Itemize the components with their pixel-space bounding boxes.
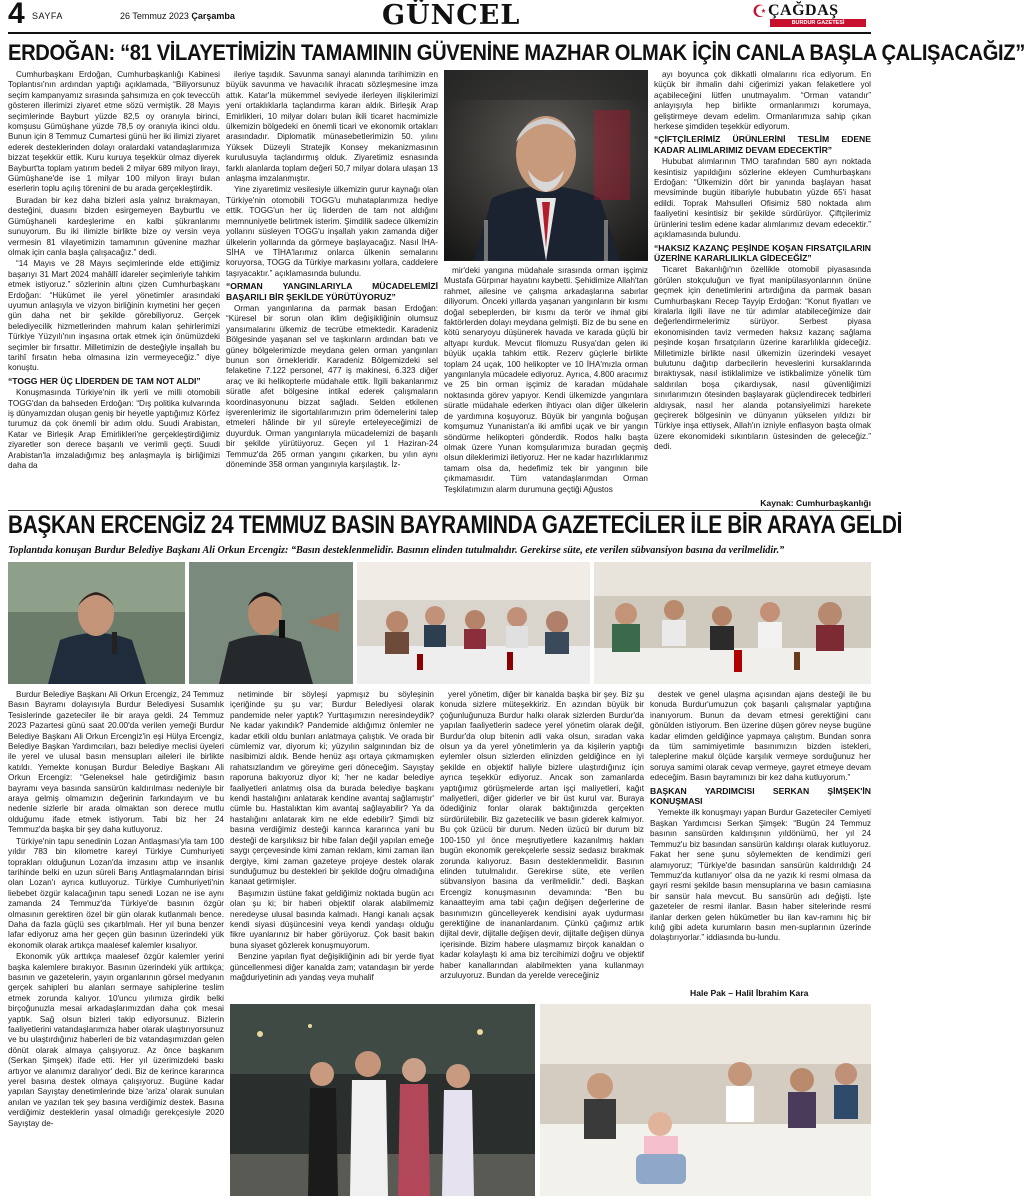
- article1-credit: Kaynak: Cumhurbaşkanlığı: [760, 498, 871, 508]
- article1-col4-lead: ayı boyunca çok dikkatli olmalarını rica ediyorum. En küçük bir ihmalin dahi ciğerimizi yakan felaketlere yol açabileceğini lütfen unutmayalım. “Orman vatandır” anlayışıyla hep birlikte ormanlarımızı korumaya, geliştirmeye devam edelim. Ormanlarımıza sahip çıkan herkese şimdiden teşekkür ediyorum.: [654, 70, 871, 132]
- article2-col1-lead: Burdur Belediye Başkanı Ali Orkun Ercengiz, 24 Temmuz Basın Bayramı dolayısıyla Burdur Belediyesi Susamlık Tesislerinde gazeteciler ile bir araya geldi. 24 Temmuz 2023 Pazartesi günü saat 20.00'da verilen yemeği Burdur Belediye Başkanı Ali Orkun Ercengiz'in eşi Hülya Ercengiz, Belediye Başkan Yardımcıları, bazı belediye meclisi üyeleri ile yerel ve ulusal basın mensupları aileleri ile birlikte katıldı. Yemekte konuşan Burdur Belediye Başkanı Ali Orkun Ercengiz: “Geleneksel hale getirdiğimiz basın bayramı veya basında sansürün kaldırılması nedeniyle bir araya gelmiş olmamızın değerinin farkındayım ve bu nedenle sizlerle bir arada olmaktan son derece mutlu olduğumu ifade etmek istiyorum. Tabi biz her 24 Temmuz'da başka bir şey daha kutluyoruz.: [8, 690, 224, 835]
- logo-subtitle: BURDUR GAZETESİ: [770, 19, 866, 27]
- page-header: [0, 0, 879, 32]
- article2-headline: BAŞKAN ERCENGİZ 24 TEMMUZ BASIN BAYRAMINDA GAZETECİLER İLE BİR ARAYA GELDİ: [8, 512, 903, 539]
- article2-credit: Hale Pak – Halil İbrahim Kara: [690, 988, 809, 998]
- article1-col4-p3: Ticaret Bakanlığı'nın özellikle otomobil piyasasında görülen stokçuluğun ve fiyat manipülasyonlarının önüne geçmek için denetimlerini artırdığına da parmak basan Cumhurbaşkanı Recep Tayyip Erdoğan: “Konut fiyatları ve kiralarla ilgili ilave ne tür adımlar atabileceğimize dair değerlendirmelerimiz sürüyor. Serbest piyasa ekonomisinden taviz vermeden haksız kazanç sağlama peşinde koşan fırsatçıların üzerine kararlılıkla gideceğiz. Milletimizle birlikte nasıl ülkemizin üzerindeki vesayet bulutunu dağıtıp darbecilerin heveslerini kursaklarında bıraktıysak, nasıl istiklalimize ve istikbalimize yönelik tüm saldırılan boşa çıkardıysak, nasıl güvenliğimizi sınırlarımızın ötesinden başlayarak güçlendirecek tedbirleri aldıysak, nasıl her alanda potansiyelimizi harekete geçirerek bölgesinin ve dünyanın yükselen yıldızı bir Türkiye inşa ettiysek, Allah'ın izniyle enflasyon başta olmak üzere ekonomideki sıkıntıların üstesinden de geleceğiz.” dedi.: [654, 265, 871, 452]
- article1-col4-subhead-1: “ÇİFTÇİLERİMİZ ÜRÜNLERİNİ TESLİM EDENE KADAR ALIMLARIMIZ DEVAM EDECEKTİR”: [654, 134, 871, 155]
- weekday-text: Çarşamba: [191, 11, 235, 21]
- article1-col2-lead: ileriye taşıdık. Savunma sanayi alanında tarihimizin en büyük savunma ve havacılık ihracatı sözleşmesine imza attık. Katar'la mükemmel seviyede ilerleyen ilişkilerimizi yeni ortaklıklarla taçlandırma kararı aldık. Birleşik Arap Emirlikleri, 10 milyar doları bulan ikili ticaret hacmimizle ülkemizin bölgedeki en önemli ticari ve ekonomik ortakları arasındadır. Diplomatik münasebetlerimizin 50. yılını Yüksek Düzeyli Stratejik Konsey mekanizmasının kurulusuyla taçlandırmış olduk. Ziyaretimiz esnasında farklı alanlarda toplam değeri 50,7 milyar dolara ulaşan 13 anlaşma imzalanmıştır.: [226, 70, 438, 184]
- article1-col4-subhead-2: “HAKSIZ KAZANÇ PEŞİNDE KOŞAN FIRSATÇILARIN ÜZERİNE KARARLILIKLA GİDECEĞİZ”: [654, 242, 871, 263]
- logo-name: ÇAĞDAŞ: [768, 2, 839, 19]
- article2-col4-lead: destek ve genel ulaşma açısından ajans desteği ile bu konuda Burdur'umuzun çok başarılı çalışmalar yaptığına inanıyorum. Bunun da devam etmesi gerektiğini canı gönülden istiyorum. Ben üzerine düşen görev neyse bugüne kadar elimden geldiğince yapmaya çalıştım. Bundan sonra da tüm samimiyetimle basınımızın bizden istekleri, taleplerine makul ölçüde karşılık vermeye sorduğunuz her soruya samimi olarak cevap vermeye, gayret etmeye devam edeceğim. Basın bayramınızı bir kez daha kutluyorum.”: [650, 690, 871, 783]
- dinner-table-photo-1: [357, 562, 590, 684]
- article2-col2-p3: Benzine yapılan fiyat değişikliğinin adı bir yerde fiyat güncellenmesi diğer kanalda zam; vatandaşın bir yerde mağduriyetinin adı yandaş veya muhalif: [230, 952, 434, 982]
- article1-column-2: [226, 70, 438, 506]
- article2-col2-p2: Başımızın üstüne fakat geldiğimiz noktada bugün acı olan şu ki; bir haberi objektif olarak alabilmemiz neredeyse ulusal basında kalmadı. Hangi kanalı açsak kendi siyasi düşüncesini veya kendi yandaşı olduğu fikre uyanlarınız bir haber görüyoruz. Çok basit bakın buna siyaset gözlerek konuşmuyorum.: [230, 888, 434, 950]
- erdogan-photo: [444, 70, 648, 261]
- issue-date: [120, 10, 235, 22]
- article2-col4-subhead: BAŞKAN YARDIMCISI SERKAN ŞİMŞEK'İN KONUŞMASI: [650, 785, 871, 807]
- dinner-table-photo-2: [594, 562, 871, 684]
- article1-col1-lead: Cumhurbaşkanı Erdoğan, Cumhurbaşkanlığı Kabinesi Toplantısı'nın ardından yaptığı açıklamada, “Biliyorsunuz seçim kampanyamız sırasında şahsımıza en çok teveccüh gösteren illerimizi ziyaret etme sözü vermiştik. 28 Mayıs seçimlerinde Bayburt yüzde 82,5 oy oranıyla birinci, komşusu Gümüşhane yüzde 78,5 oy oranıyla ikinci oldu. Bunun için 8 Temmuz Cumartesi günü her iki ilimizi ziyaret ederek desteklerinden dolayı oralardaki vatandaşlarımıza bizzat teşekkür ettik. Kuru kuruya teşekkür olmaz diyerek Bayburt'ta toplam yatırım bedeli 2 milyar 689 milyon lirayı, Gümüşhane'de ise 1 milyar 100 milyon lirayı bulan eserlerin toplu açılış törenini de bu arada gerçekleştirdik.: [8, 70, 220, 194]
- family-dinner-photo: [540, 1004, 871, 1196]
- article1-col1-p3: “14 Mayıs ve 28 Mayıs seçimlerinde elde ettiğimiz başarıyı 31 Mart 2024 mahâllî idareler seçimleriyle tahkim etmek istiyoruz.” sözlerinin altını çizen Cumhurbaşkanı Erdoğan: “Hükümet ile yerel yönetimler arasındaki uyumun anlaşıyla ve vizyon birliğinin kıymetini her geçen gün daha net bir şekilde görebiliyoruz. Gerçek belediyecilik hizmetlerinden mahrum kalan şehirlerimizi Türkiye Yüzyılı'nın inşasına ortak etmek için önümüzdeki seçimler bir fırsattır. Milletimizin de desteğiyle inşallah bu tarihî fırsatın heba olmasına izin vermeyeceğiz.” diye konuştu.: [8, 259, 220, 373]
- article1-headline: ERDOĞAN: “81 VİLAYETİMİZİN TAMAMININ GÜVENİNE MAZHAR OLMAK İÇİN CANLA BAŞLA ÇALIŞACAĞIZ”: [8, 40, 1025, 65]
- page-number: 4: [8, 0, 25, 30]
- article1-col2-p3: Orman yangınlarına da parmak basan Erdoğan: “Küresel bir sorun olan iklim değişikliğinin olumsuz yansımalarını ülkemiz de tecrübe etmektedir. Karadeniz Bölgesinde yaşanan sel ve taşkınların ardından batı ve güney bölgelerimizde meydana gelen orman yangınları bunun son örnekleridir. Karadeniz Bölgemizdeki sel felaketine 7.122 personel, 477 iş makinesi, 6.323 diğer araç ve iki helikopterle müdahale ettik. İlgili bakanlarımız süratle afet bölgesine intikal ederek çalışmaların koordinasyonunu bizzat sağladı. Selden etkilenen işverenlerimiz ile sigortalılarımızın prim ödemelerini talep etmeleri hâlinde bir yıl süreyle erteleyeceğimizi de duyurduk. Orman yangınlarıyla mücadelemizi de başarılı bir şekilde yürütüyoruz. Geçen yıl 1 Haziran-24 Temmuz'da 265 orman yangını çıkarken, bu yılın aynı döneminde 358 orman yangınıyla karşılaştık. İz-: [226, 303, 438, 470]
- article1-col1-p4: Konuşmasında Türkiye'nin ilk yerli ve milli otomobili TOGG'dan da bahseden Erdoğan: “Dış politika kulvarında iş dünyamızdan oluşan geniş bir heyetle yaptığımız Körfez turumuz da çok önemli bir adım oldu. Suudi Arabistan, Katar ve Birleşik Arap Emirlikleri'ne gerçekleştirdiğimiz ziyaretler son derece başarılı ve verimli geçti. Suudi Arabistan'la imzaladığımız beş anlaşmayla iş birliğimizi daha da: [8, 388, 220, 471]
- article2-col1-p3: Ekonomik yük arttıkça maalesef özgür kalemler yerini başka kalemlere bırakıyor. Basının üzerindeki yük arttıkça; basının ve gazetelerin, yayın organlarının görsel medyanın gerçek sahipleri bu alanları sermaye sahiplerine teslim etmek zorunda kalıyor. 10'uncu yılımıza girdik belki birçoğunuzla mesai arkadaşlarımızdan daha çok mesai yaptık. Sağ olsun bizleri takip ediyorsunuz. Bizlerin faaliyetlerini vatandaşlarımıza haber olarak ulaştırıyorsunuz ve bu ulaştırdığınız haberleri de biz vatandaşımızdan gelen dönüt olarak almaya çalışıyoruz. Az önce başkanım (Serkan Şimşek) ifade etti. Her yıl üzerimizdeki baskı artıyor ve alanımız daralıyor' dedi. Biz de kerince kararınca yerel basına destek olmaya çalışıyoruz. Bugüne kadar yapılan Sayıştay denetimlerinde bize 'ariza' olarak sunulan anılan ve yazılan tek şey basına verdiğimiz destek. Basına verdiğimiz desteklerin yasal olmadığı gerekçesiyle 2020 Sayıştay de-: [8, 952, 224, 1128]
- date-text: 26 Temmuz 2023: [120, 11, 189, 21]
- article1-col1-p2: Buradan bir kez daha bizleri asla yalnız bırakmayan, desteğini, duasını bizden esirgemeyen Bayburtlu ve Gümüşhaneli kardeşlerime en kalbi şükranlarımı sunuyorum. Bu iki ilimizle birlikte bize oy versin veya vermesin 81 vilayetimizin tamamının güvenine mazhar olmak için canla başla çalışacağız.” dedi.: [8, 195, 220, 257]
- article1-col1-subhead: “TOGG HER ÜÇ LİDERDEN DE TAM NOT ALDI”: [8, 375, 201, 386]
- section-title: GÜNCEL: [382, 0, 521, 31]
- article1-col4-p2: Hububat alımlarının TMO tarafından 580 ayrı noktada kesintisiz yapıldığını sözlerine ekleyen Cumhurbaşkanı Erdoğan: “Ülkemizin dört bir yanında başlayan hasat mevsiminde bugün itibariyle hububatın yüzde 65'i hasat edildi. Toprak Mahsulleri Ofisimiz 580 noktada alım faaliyetini kesintisiz bir şekilde sürdürüyor. Çiftçilerimiz ürünlerini teslim edene kadar alımlarımız devam edecektir.” açıklamasında bulundu.: [654, 157, 871, 240]
- article2-col3-lead: yerel yönetim, diğer bir kanalda başka bir şey. Biz şu konuda sizlere müteşekkiriz. En azından büyük bir çoğunluğunuza Burdur halkı olarak sizlerden Burdur'da yapılan faaliyetlerin sadece yerel yönetim olarak değil, Burdur'da olup bitenin adli vaka olsun, sıradan vaka olsun ya da yerel yönetimlerin ya da kişilerin yaptığı eylemler olsun sizlerden elinizden geldiğince en iyi şekilde en objektif haliyle bizlere ulaştırdığınız için ayrıca teşekkür ediyoruz. Ancak son zamanlarda yaptığımız görüşmelerde artan işçi maliyetleri, kağıt maliyetleri, diğer giderler ve bir üst kurul var. Buraya ödediğiniz fonlar olarak baktığınızda gerçekten sürdürülebilir. Biz gazetecilik ve basın giderek kalmıyor. Bu çok üzücü bir durum. Neden üzücü bir durum biz 100-150 yıl önce meşrutiyetlere kazanılmış hakları bugün ekonomik gerekçelerle sessiz sedasız bırakmak zorunda kalıyoruz. Basın desteklenmelidir. Basının elinden tutulmalıdır. Gerekirse süte, ete verilen sübvansiyon basına da verilmelidir.” dedi. Başkan Ercengiz konuşmasının devamında: “Ben bu kanaatteyim ama tabi çağın değişen değerlerine de basınımızın güncelleyerek kendisini ayak uydurması gerektiğine de inananlardanım. Çünkü çağımız artık dijital devir, dijitalle değişen devir, dijitalle değişen dünya içerisinde. Bizim habere ulaşmamız birçok kanaldan o kadar kolaylaştı ki ama biz tercihimizi doğru ve objektif haber kanallarından alabilmekten yana kullanmayı arzuluyoruz. Bundan da yerelde vereceğiniz: [440, 690, 644, 980]
- article2-column-2: [230, 690, 434, 1000]
- article2-col4-p2: Yemekte ilk konuşmayı yapan Burdur Gazeteciler Cemiyeti Başkan Yardımcısı Serkan Şimşek: “Bugün 24 Temmuz basının sansürden kaldırışının yıldönümü, her yıl 24 Temmuz'u biz basından sansürün kaldırışı olarak kutluyoruz. Fakat her sene şunu söylemekten de kendimizi geri alamıyoruz; 'Türkiye'de basından sansürün kaldırıldığı 24 Temmuz'da kutlanıyor' olsa da ne yazık ki resmi olmasa da gayri resmi şekilde basın mensuplarına ve basın camiasına bir sansür hala mevcut. Bu sansürün adı değişti. İşte gazeteler de resmi ilanlar. Basın haber sitelerinde resmi ilanlar derken gelen hükümetler bu ilan kav-ramını hiç bir kılığ gibi adeta kurumların basın men-suplarının üzerinde dolaştırıyorlar.” iddiasında bu-lundu.: [650, 808, 871, 943]
- article1-col3-lead: mir'deki yangına müdahale sırasında orman işçimiz Mustafa Gürpınar hayatını kaybetti. Şehidimize Allah'tan rahmet, ailesine ve çalışma arkadaşlarına sabırlar diliyorum. Önceki yıllarda yaşanan yangınların bir kısmı doğal sebeplerden, bir kısmı da terör ve ihmal gibi faktörlerden dolayı meydana gelmişti. Biz de bu sene en kötü senaryoyu düşünerek havada ve karada güçlü bir altyapı kurduk. Mevcut filomuzu Rusya'dan gelen iki büyük uçakla tahkim ettik. Rezerv güçlerle birlikte toplam 24 uçak, 100 helikopter ve 10 İHA'mızla orman yangınlarıyla mücadele ediyoruz. Ayrıca, 4.800 aracımız ve 25 bin orman işçimiz de karadan müdahale noktasında görev yapıyor. Kendi ülkemizde yangınlara süratle müdahale ederken ihtiyacı olan diğer ülkelerin de yardımına koşuyoruz. Büyük bir yangınla boğuşan komşumuz Yunanistan'a iki amfibi uçak ve bir yangın söndürme helikopteri gönderdik. Rodos halkı başta olmak üzere Yunan komşularımıza buradan geçmiş olsun dileklerimizi iletiyoruz. Her ne kadar hazırlıklarımız tamam olsa da, hedefimiz tek bir yangının bile çıkmamasıdır. Tüm vatandaşlarımdan Orman Teşkilatımızın alarm durumuna geçtiği Ağustos: [444, 266, 648, 494]
- newspaper-logo: [752, 2, 870, 28]
- page-label: SAYFA: [32, 11, 63, 21]
- article2-col1-p2: Türkiye'nin tapu senedinin Lozan Antlaşması'yla tam 100 yıldır 783 bin kilometre kareyi Türkiye Cumhuriyeti toprakları olduğunun Lozan'da imzasını attıp ve insanlık tarihinde belki en uzun süreli Barış Antlaşmalarından birisi olan Lozan'ı ayrıca kutluyoruz. Türkiye Cumhuriyeti'nin liebebet özgür kalacağının tapu senedi Lozan ne ise aynı zamanda 24 Temmuz'da Türkiye'de basının özgür olmasının gerektiren özel bir gün olarak kutlanmalı bence. Daha da fazla güçlü ses çıkartılmalı. Her yıl buna benzer lafar ediyoruz ama her geçen gün basının üzerindeki yük ekonomik olarak artıkça maalesef kalemler kısalıyor.: [8, 836, 224, 950]
- article1-column-1: [8, 70, 220, 506]
- mayor-speaking-photo: [8, 562, 185, 684]
- article2-column-1: [8, 690, 224, 1196]
- article1-column-3: [444, 266, 648, 506]
- article1-col2-subhead: “ORMAN YANGINLARIYLA MÜCADELEMİZİ BAŞARILI BİR ŞEKİLDE YÜRÜTÜYORUZ”: [226, 281, 438, 302]
- article1-column-4: [654, 70, 871, 498]
- header-rule: [8, 32, 871, 34]
- article2-col2-lead: netiminde bir söyleşi yapmışız bu söyleşinin içeriğinde şu şu var; Burdur Belediyesi olarak pandemide neler yaptık? Yurttaşımızın neresindeydik? Ne kadar yakındık? Pandemide aldığımız önlemler ne kadar etkili oldu bunları anlatmaya çalıştık. Ve orada bir cümlemiz var, diyorum ki; yüzyılın salgınından biz de nasibimizi aldık. Bende henüz aşı ortaya çıkmamışken rahatsızlandım ve göreyime geri döneceğim. Sayıştay raporuna bakıyoruz diyor ki; 'her ne kadar belediye faaliyetleri anlatmış olsa da burada belediye başkanı kendi hastalığını anlatarak kendine avantaj sağlamıştır' cümle bu. Hastalıktan kim avantaj sağlayabilir? Ya da hastalığını anlatarak kim ne elde edebilir? Şimdi biz basına verdiğimiz desteği karınca kararınca yani bu desteği de karşılıksız bir hibe falan değil yapılan emeğe saygı çerçevesinde kimi zaman reklam, kimi zaman ilan dergiye, kimi zaman gazeteye projeye destek olarak sunduğumuz bu destekleri bir şekilde doğru olmadığına kanaat getirmişler.: [230, 690, 434, 887]
- article2-column-3: [440, 690, 644, 1000]
- group-portrait-photo: [230, 1004, 535, 1196]
- article1-col2-p2: Yine ziyaretimiz vesilesiyle ülkemizin gurur kaynağı olan Türkiye'nin otomobili TOGG'u muhataplarımıza hediye ettik. TOGG'un her üç liderden de tam not aldığını memnuniyetle belirtmek isterim. Şimdilik sadece ülkemizin yollarını süsleyen TOGG'u inşallah yakın zamanda diğer ülkelerin yollarında da görmeye başlayacağız. Nasıl İHA-SİHA ve TİHA'larımız onlarca ülkenin semalarını koruyorsa, TOGG da Türkiye markasını yollara, caddelere taşıyacaktır.” açıklamasında bulundu.: [226, 185, 438, 278]
- man-with-microphone-photo: [189, 562, 353, 684]
- star-crescent-icon: ☪: [752, 2, 768, 22]
- article2-subheadline: Toplantıda konuşan Burdur Belediye Başkanı Ali Orkun Ercengiz: “Basın desteklenmelidir. Basının elinden tutulmalıdır. Gerekirse süte, ete verilen sübvansiyon basına da verilmelidir.”: [8, 545, 785, 556]
- article2-column-4: [650, 690, 871, 986]
- article-divider: [8, 510, 871, 511]
